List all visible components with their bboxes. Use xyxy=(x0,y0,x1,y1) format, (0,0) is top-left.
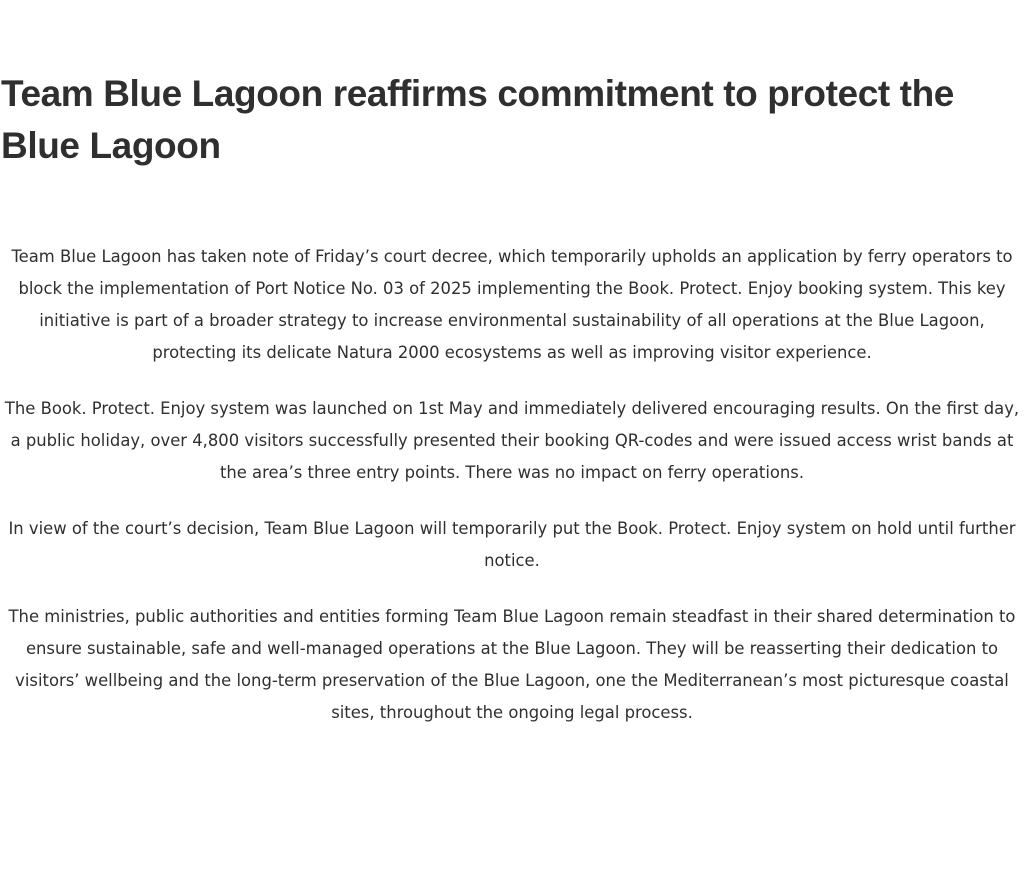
article-body xyxy=(0,241,1024,753)
article-paragraph-4: The ministries, public authorities and entities forming Team Blue Lagoon remain steadfast in their shared determination to ensure sustainable, safe and well-managed operations at the Blue Lagoon. They will be reasserting their dedication to visitors’ wellbeing and the long-term preservation of the Blue Lagoon, one the Mediterranean’s most picturesque coastal sites, throughout the ongoing legal process. xyxy=(8,607,1016,722)
article-paragraph-3: In view of the court’s decision, Team Blue Lagoon will temporarily put the Book. Protect. Enjoy system on hold until further notice. xyxy=(8,519,1016,570)
article-headline: Team Blue Lagoon reaffirms commitment to protect the Blue Lagoon xyxy=(1,73,954,166)
article-paragraph-2: The Book. Protect. Enjoy system was launched on 1st May and immediately delivered encouraging results. On the first day, a public holiday, over 4,800 visitors successfully presented their booking QR-codes and were issued access wrist bands at the area’s three entry points. There was no impact on ferry operations. xyxy=(4,399,1020,482)
article-paragraph-1: Team Blue Lagoon has taken note of Friday’s court decree, which temporarily upholds an application by ferry operators to block the implementation of Port Notice No. 03 of 2025 implementing the Book. Protect. Enjoy booking system. This key initiative is part of a broader strategy to increase environmental sustainability of all operations at the Blue Lagoon, protecting its delicate Natura 2000 ecosystems as well as improving visitor experience. xyxy=(11,247,1013,362)
